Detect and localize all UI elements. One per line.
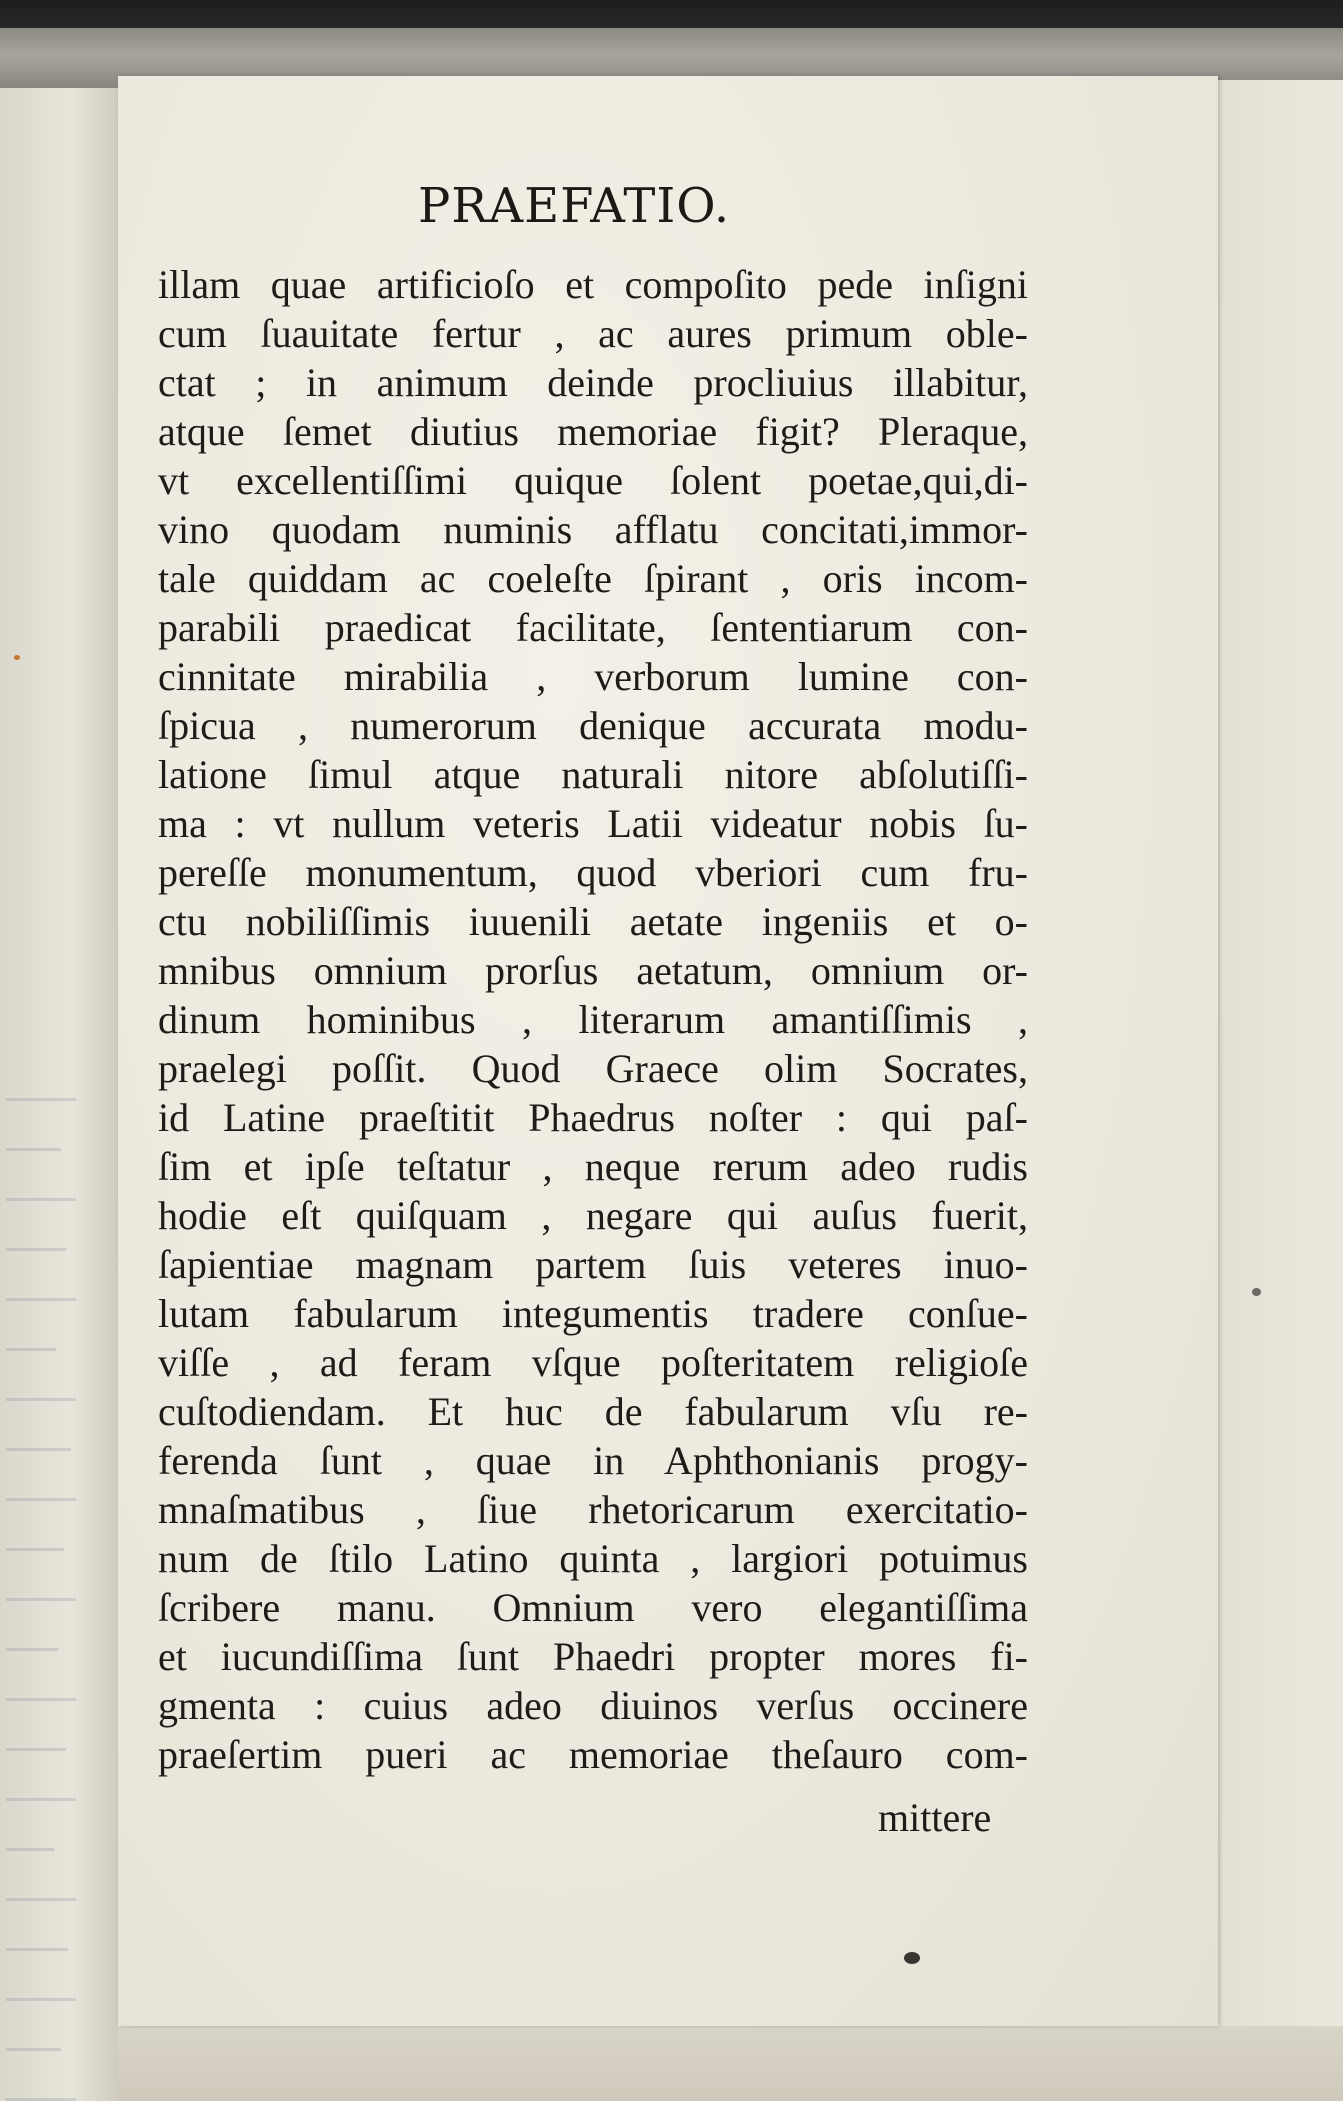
show-through-mark <box>6 1648 58 1651</box>
text-line: dinum hominibus , literarum amantiſſimis , <box>158 997 1028 1042</box>
text-line: ſapientiae magnam partem ſuis veteres inuo- <box>158 1242 1028 1287</box>
show-through-mark <box>6 1198 76 1201</box>
show-through-mark <box>6 1598 76 1601</box>
text-line: ſim et ipſe teſtatur , neque rerum adeo rudis <box>158 1144 1028 1189</box>
show-through-mark <box>6 1998 76 2001</box>
show-through-mark <box>6 1798 76 1801</box>
paper-speck <box>1252 1288 1261 1296</box>
text-line: atque ſemet diutius memoriae figit? Pleraque, <box>158 409 1028 454</box>
show-through-mark <box>6 2048 61 2051</box>
text-line: tale quiddam ac coeleſte ſpirant , oris incom- <box>158 556 1028 601</box>
text-line: praeſertim pueri ac memoriae theſauro com- <box>158 1732 1028 1777</box>
show-through-mark <box>6 1848 54 1851</box>
facing-page-edge <box>0 88 121 2101</box>
show-through-mark <box>6 1348 56 1351</box>
ink-speck <box>904 1952 920 1964</box>
show-through-mark <box>6 1548 64 1551</box>
text-line: praelegi poſſit. Quod Graece olim Socrates, <box>158 1046 1028 1091</box>
text-line: cuſtodiendam. Et huc de fabularum vſu re- <box>158 1389 1028 1434</box>
text-line: lutam fabularum integumentis tradere conſue- <box>158 1291 1028 1336</box>
text-line: ferenda ſunt , quae in Aphthonianis progy- <box>158 1438 1028 1483</box>
catchword: mittere <box>878 1795 992 1840</box>
text-line: et iucundiſſima ſunt Phaedri propter mores fi- <box>158 1634 1028 1679</box>
text-line: viſſe , ad feram vſque poſteritatem religioſe <box>158 1340 1028 1385</box>
text-line: ma : vt nullum veteris Latii videatur nobis ſu- <box>158 801 1028 846</box>
text-line: gmenta : cuius adeo diuinos verſus occinere <box>158 1683 1028 1728</box>
page-stack-bottom <box>118 2026 1343 2101</box>
text-line: cum ſuauitate fertur , ac aures primum oble- <box>158 311 1028 356</box>
show-through-mark <box>6 1948 68 1951</box>
text-line: ctat ; in animum deinde procliuius illabitur, <box>158 360 1028 405</box>
text-line: parabili praedicat facilitate, ſententiarum con- <box>158 605 1028 650</box>
text-line: cinnitate mirabilia , verborum lumine con- <box>158 654 1028 699</box>
running-head: PRAEFATIO. <box>418 178 731 234</box>
text-line: ſpicua , numerorum denique accurata modu- <box>158 703 1028 748</box>
body-text <box>158 260 1028 1779</box>
show-through-mark <box>6 1898 76 1901</box>
text-line: ſcribere manu. Omnium vero elegantiſſima <box>158 1585 1028 1630</box>
text-line: num de ſtilo Latino quinta , largiori potuimus <box>158 1536 1028 1581</box>
text-line: mnaſmatibus , ſiue rhetoricarum exercitatio- <box>158 1487 1028 1532</box>
text-line: vt excellentiſſimi quique ſolent poetae,qui,di- <box>158 458 1028 503</box>
show-through-mark <box>6 1748 66 1751</box>
show-through-mark <box>6 1298 76 1301</box>
text-line: id Latine praeſtitit Phaedrus noſter : qui paſ- <box>158 1095 1028 1140</box>
text-line: vino quodam numinis afflatu concitati,immor- <box>158 507 1028 552</box>
show-through-mark <box>6 1698 76 1701</box>
text-line: illam quae artificioſo et compoſito pede inſigni <box>158 262 1028 307</box>
text-line: mnibus omnium prorſus aetatum, omnium or- <box>158 948 1028 993</box>
text-line: latione ſimul atque naturali nitore abſolutiſſi- <box>158 752 1028 797</box>
underlying-page-edge <box>1210 80 1343 2101</box>
show-through-mark <box>6 1148 61 1151</box>
show-through-mark <box>6 1448 71 1451</box>
text-line: hodie eſt quiſquam , negare qui auſus fuerit, <box>158 1193 1028 1238</box>
show-through-mark <box>6 1248 66 1251</box>
show-through-mark <box>6 1398 76 1401</box>
show-through-mark <box>6 1098 76 1101</box>
paper-speck <box>14 655 20 660</box>
text-line: ctu nobiliſſimis iuuenili aetate ingeniis et o- <box>158 899 1028 944</box>
show-through-mark <box>6 1498 76 1501</box>
text-line: pereſſe monumentum, quod vberiori cum fru- <box>158 850 1028 895</box>
